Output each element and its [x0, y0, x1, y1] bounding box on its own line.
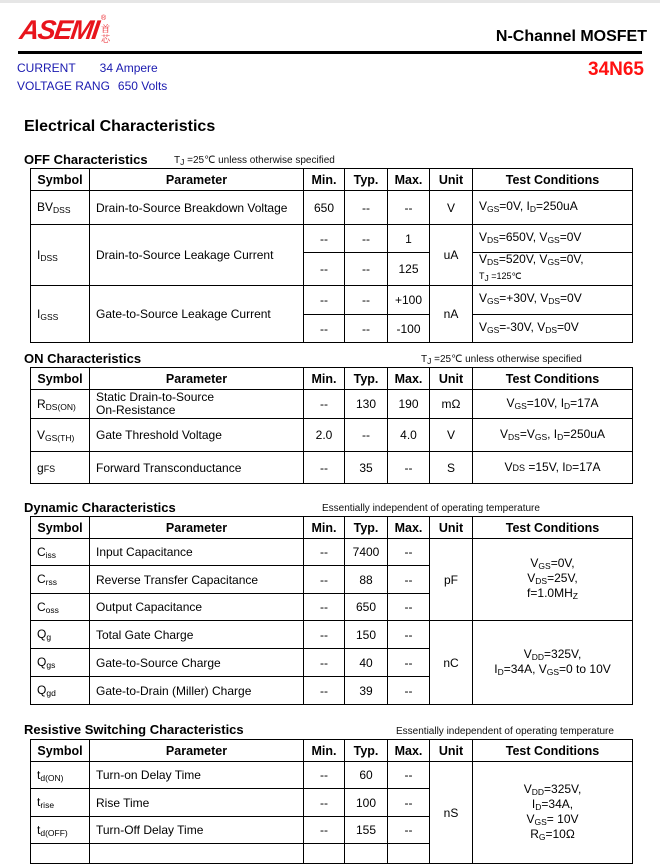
switching-title: Resistive Switching Characteristics [24, 722, 244, 737]
table-row: -- -- 125 $V_{DS}=520V$, $V_{GS}=0V$, $T_J$ =125℃ [31, 253, 633, 286]
logo-text: ASEMI [17, 15, 101, 45]
symbol: $BV_{DSS}$ [31, 191, 90, 225]
table-row: $Q_{gs}$ Gate-to-Source Charge -- 40 -- [31, 649, 633, 677]
switching-table [30, 739, 633, 864]
section-title: Electrical Characteristics [24, 118, 216, 135]
table-row: $V_{GS(TH)}$ Gate Threshold Voltage 2.0 -- 4.0 V $V_{DS}=V_{GS}$, $I_D=250uA$ [31, 419, 633, 452]
on-note: $T_J$ =25℃ unless otherwise specified [421, 354, 582, 366]
header-row: Symbol Parameter Min. Typ. Max. Unit Test Conditions [31, 169, 633, 191]
header-row: Symbol Parameter Min. Typ. Max. Unit Test Conditions [31, 740, 633, 762]
table-row: $C_{rss}$ Reverse Transfer Capacitance -- 88 -- [31, 566, 633, 594]
logo-chinese: ® 首 芯 [101, 15, 111, 44]
table-row: $t_{d(OFF)}$ Turn-Off Delay Time -- 155 -- [31, 817, 633, 844]
header-row: Symbol Parameter Min. Typ. Max. Unit Test Conditions [31, 517, 633, 539]
spec-current: CURRENT 34 Ampere [17, 61, 158, 75]
table-row: $Q_g$ Total Gate Charge -- 150 -- nC $V_{DD}=325V$, $I_D=34A$, $V_{GS}=0$ to 10V [31, 621, 633, 649]
off-table [30, 168, 633, 343]
table-row: $BV_{DSS}$ Drain-to-Source Breakdown Voltage 650 -- -- V $V_{GS}=0V$, $I_D=250uA$ [31, 191, 633, 225]
table-row: $R_{DS(ON)}$ Static Drain-to-Source On-Resistance -- 130 190 mΩ $V_{GS}=10V$, $I_D=17A$ [31, 390, 633, 419]
dynamic-title: Dynamic Characteristics [24, 500, 176, 515]
table-row: $I_{DSS}$ Drain-to-Source Leakage Current -- -- 1 uA $V_{DS}=650V$, $V_{GS}=0V$ [31, 225, 633, 253]
table-row: $C_{iss}$ Input Capacitance -- 7400 -- pF $V_{GS}=0V$, $V_{DS}=25V$, $f=1.0MH_Z$ [31, 539, 633, 566]
table-row: -- -- -100 $V_{GS}=-30V$, $V_{DS}=0V$ [31, 315, 633, 343]
off-note: $T_J$ =25℃ unless otherwise specified [174, 155, 335, 167]
on-table [30, 367, 633, 484]
table-row: gFS Forward Transconductance -- 35 -- S VDS =15V, ID=17A [31, 452, 633, 484]
on-title: ON Characteristics [24, 351, 142, 366]
spec-voltage: VOLTAGE RANG 650 Volts [17, 79, 168, 93]
table-row: $t_{d(ON)}$ Turn-on Delay Time -- 60 -- nS $V_{DD}=325V$, $I_D=34A$, $V_{GS}= 10V$ $R_G=10\Omega$ [31, 762, 633, 789]
header-divider [18, 51, 642, 54]
device-type: N-Channel MOSFET [495, 28, 647, 45]
table-row: $t_{rise}$ Rise Time -- 100 -- [31, 789, 633, 817]
table-row: $Q_{gd}$ Gate-to-Drain (Miller) Charge -- 39 -- [31, 677, 633, 705]
table-row: $I_{GSS}$ Gate-to-Source Leakage Current -- -- +100 nA $V_{GS}=+30V$, $V_{DS}=0V$ [31, 286, 633, 315]
page-top-border [0, 0, 660, 3]
dynamic-table [30, 516, 633, 705]
header-row: Symbol Parameter Min. Typ. Max. Unit Test Conditions [31, 368, 633, 390]
switching-note: Essentially independent of operating temperature [396, 726, 614, 737]
asemi-logo [17, 15, 111, 47]
table-row: $C_{oss}$ Output Capacitance -- 650 -- [31, 594, 633, 621]
part-number: 34N65 [588, 59, 644, 80]
dynamic-note: Essentially independent of operating temperature [322, 503, 540, 514]
off-title: OFF Characteristics [24, 152, 148, 167]
